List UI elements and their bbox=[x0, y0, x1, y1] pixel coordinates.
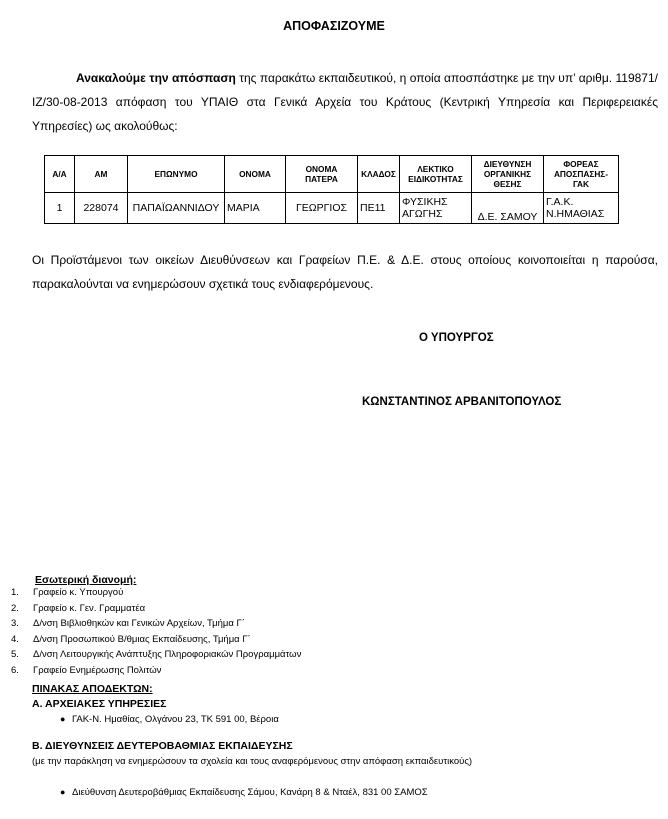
cell-am: 228074 bbox=[75, 193, 128, 224]
cell-onoma-patera: ΓΕΩΡΓΙΟΣ bbox=[286, 193, 358, 224]
col-dieythynsi: ΔΙΕΥΘΥΝΣΗ ΟΡΓΑΝΙΚΗΣ ΘΕΣΗΣ bbox=[472, 156, 544, 193]
signer-name: ΚΩΝΣΤΑΝΤΙΝΟΣ ΑΡΒΑΝΙΤΟΠΟΥΛΟΣ bbox=[362, 396, 562, 408]
cell-dieythynsi: Δ.Ε. ΣΑΜΟΥ bbox=[472, 193, 544, 224]
cell-klados: ΠΕ11 bbox=[358, 193, 400, 224]
list-item: 5. Δ/νση Λειτουργικής Ανάπτυξης Πληροφοριακών Προγραμμάτων bbox=[11, 649, 302, 660]
recipients-title: ΠΙΝΑΚΑΣ ΑΠΟΔΕΚΤΩΝ: bbox=[32, 683, 153, 695]
col-am: ΑΜ bbox=[75, 156, 128, 193]
cell-onoma: ΜΑΡΙΑ bbox=[225, 193, 286, 224]
table-row bbox=[45, 193, 619, 224]
document-title: ΑΠΟΦΑΣΙΖΟΥΜΕ bbox=[283, 19, 385, 33]
decision-paragraph bbox=[32, 66, 658, 138]
minister-title: Ο ΥΠΟΥΡΓΟΣ bbox=[419, 332, 494, 344]
internal-distribution-title: Εσωτερική διανομή: bbox=[35, 574, 137, 586]
bullet-icon: ● bbox=[60, 714, 66, 724]
cell-aa: 1 bbox=[45, 193, 75, 224]
recipients-section-a: Α. ΑΡΧΕΙΑΚΕΣ ΥΠΗΡΕΣΙΕΣ bbox=[32, 698, 167, 710]
decision-lead: Ανακαλούμε την απόσπαση bbox=[76, 71, 236, 85]
cell-foreas: Γ.Α.Κ. Ν.ΗΜΑΘΙΑΣ bbox=[544, 193, 619, 224]
cell-eponymo: ΠΑΠΑΪΩΑΝΝΙΔΟΥ bbox=[128, 193, 225, 224]
col-onoma-patera: ΟΝΟΜΑ ΠΑΤΕΡΑ bbox=[286, 156, 358, 193]
recipients-section-b: Β. ΔΙΕΥΘΥΝΣΕΙΣ ΔΕΥΤΕΡΟΒΑΘΜΙΑΣ ΕΚΠΑΙΔΕΥΣΗΣ bbox=[32, 740, 293, 752]
internal-distribution-list bbox=[0, 585, 301, 678]
col-onoma: ΟΝΟΜΑ bbox=[225, 156, 286, 193]
recipient-item: ● ΓΑΚ-Ν. Ημαθίας, Ολγάνου 23, ΤΚ 591 00, Βέροια bbox=[60, 714, 279, 725]
teacher-table bbox=[44, 155, 619, 224]
decision-text: της παρακάτω εκπαιδευτικού, η οποία αποσπάστηκε με την υπ’ αριθμ. 119871/ΙΖ/30-08-2013 απόφαση του ΥΠΑΙΘ στα Γενικά Αρχεία του Κράτους (Κεντρική Υπηρεσία και Περιφερειακές Υπηρεσίες) ως ακολούθως: bbox=[32, 71, 658, 133]
list-item: 3. Δ/νση Βιβλιοθηκών και Γενικών Αρχείων, Τμήμα Γ΄ bbox=[11, 618, 245, 629]
list-item: 2. Γραφείο κ. Γεν. Γραμματέα bbox=[11, 602, 146, 614]
col-eponymo: ΕΠΩΝΥΜΟ bbox=[128, 156, 225, 193]
list-item: 6. Γραφείο Ενημέρωσης Πολιτών bbox=[11, 664, 162, 676]
list-item: 4. Δ/νση Προσωπικού Β/θμιας Εκπαίδευσης, Τμήμα Γ΄ bbox=[11, 633, 251, 645]
recipient-item: ● Διεύθυνση Δευτεροβάθμιας Εκπαίδευσης Σάμου, Κανάρη 8 & Νταέλ, 831 00 ΣΑΜΟΣ bbox=[60, 787, 428, 798]
table-header-row bbox=[45, 156, 619, 193]
notice-paragraph: Οι Προϊστάμενοι των οικείων Διευθύνσεων και Γραφείων Π.Ε. & Δ.Ε. στους οποίους κοινοποιείται η παρούσα, παρακαλούνται να ενημερώσουν σχετικά τους ενδιαφερόμενους. bbox=[32, 253, 658, 291]
col-aa: Α/Α bbox=[45, 156, 75, 193]
list-item: 1. Γραφείο κ. Υπουργού bbox=[11, 587, 124, 598]
col-klados: ΚΛΑΔΟΣ bbox=[358, 156, 400, 193]
recipients-section-b-note: (με την παράκληση να ενημερώσουν τα σχολεία και τους αναφερόμενους στην απόφαση εκπαιδευτικούς) bbox=[32, 756, 473, 767]
cell-lektiko: ΦΥΣΙΚΗΣ ΑΓΩΓΗΣ bbox=[400, 193, 472, 224]
bullet-icon: ● bbox=[60, 787, 66, 797]
col-foreas: ΦΟΡΕΑΣ ΑΠΟΣΠΑΣΗΣ-ΓΑΚ bbox=[544, 156, 619, 193]
col-lektiko: ΛΕΚΤΙΚΟ ΕΙΔΙΚΟΤΗΤΑΣ bbox=[400, 156, 472, 193]
